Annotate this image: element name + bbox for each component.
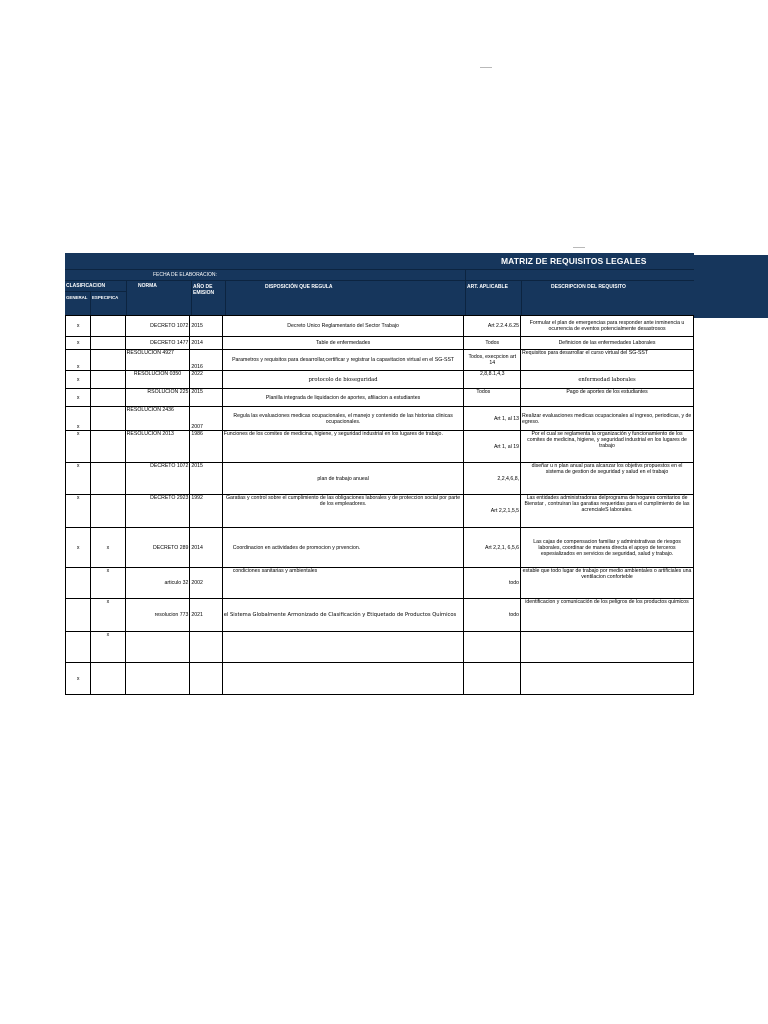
cell-descripcion: Pago de aportes de los estudiantes — [521, 389, 694, 407]
cell-disposicion: Regula las evaluaciones medicas ocupacionales, el manejo y contenido de las historias clinicas ocupacionales. — [222, 407, 464, 431]
cell-especifica: x — [91, 528, 125, 568]
table-row — [66, 568, 694, 599]
table-row — [66, 431, 694, 463]
cell-norma: DECRETO 1072 — [125, 463, 190, 495]
cell-general: x — [66, 528, 91, 568]
cell-anio: 2015 — [190, 316, 222, 337]
cell-disposicion: Decreto Unico Reglamentario del Sector Trabajo — [222, 316, 464, 337]
table-row — [66, 350, 694, 371]
cell-especifica — [91, 407, 125, 431]
cell-general — [66, 568, 91, 599]
cell-general: x — [66, 350, 91, 371]
cell-descripcion: Definicion de las enfermedades Laborales — [521, 337, 694, 350]
cell-disposicion: Funciones de los comites de medicina, higiene, y seguridad industrial en los lugares de trabajo. — [222, 431, 464, 463]
table-row — [66, 632, 694, 663]
cell-disposicion — [222, 632, 464, 663]
cell-general: x — [66, 663, 91, 695]
cell-disposicion: condiciones sanitarias y ambientales — [222, 568, 464, 599]
cell-anio: 2014 — [190, 528, 222, 568]
table-row — [66, 371, 694, 389]
cell-especifica — [91, 371, 125, 389]
table-row — [66, 389, 694, 407]
divider-mark — [480, 67, 492, 68]
cell-disposicion: Parametros y requisitos para desarrollar,certificar y registrar la capavitacion virtual en el SG-SST — [222, 350, 464, 371]
cell-anio: 2007 — [190, 407, 222, 431]
col-especifica: ESPECIFICA — [92, 295, 119, 300]
cell-especifica — [91, 389, 125, 407]
cell-disposicion: Table de enfermedades — [222, 337, 464, 350]
cell-anio: 2016 — [190, 350, 222, 371]
cell-general: x — [66, 463, 91, 495]
cell-descripcion: identificacion y comunicación de los peligros de los productos quimicos — [521, 599, 694, 632]
cell-descripcion: Por el cual se reglamenta la organización y funcionamiento de los comites de medicina, higiene, y seguridad industrial en los lugares de trabajo — [521, 431, 694, 463]
cell-articulo: Art 2,2,1,5,5 — [464, 495, 521, 528]
cell-articulo: Todos — [464, 337, 521, 350]
cell-norma: RESOLUCION 2436 — [125, 407, 190, 431]
cell-anio — [190, 663, 222, 695]
cell-descripcion: diseñar u n plan anual para alcanzar los objetivs propuestos en el sistema de gestion de seguridad y salud en el trabajo — [521, 463, 694, 495]
cell-descripcion: Las entidades administradoras delprograma de hogares comitarios de Bienstar , contruiran las garatias requeridas para el cumplimiento de las acrencialeS laborales. — [521, 495, 694, 528]
cell-norma: RESOLUCION 4927 — [125, 350, 190, 371]
cell-especifica — [91, 663, 125, 695]
table-row — [66, 407, 694, 431]
column-headers — [65, 281, 694, 315]
cell-especifica: x — [91, 568, 125, 599]
cell-especifica — [91, 431, 125, 463]
cell-disposicion: Coordinacion en actividades de promocion y prvencion. — [222, 528, 464, 568]
cell-especifica — [91, 337, 125, 350]
cell-disposicion: plan de trabajo anueal — [222, 463, 464, 495]
cell-disposicion: Garatias y control sobre el cumplimiento de las obligaciones laborales y de proteccion social por parte de los empleadores. — [222, 495, 464, 528]
table-row — [66, 528, 694, 568]
cell-descripcion: Realizar evaluaciones medicas ocupacionales al ingreso, periodicas, y de egreso. — [521, 407, 694, 431]
cell-norma: RESOLUCION 0350 — [125, 371, 190, 389]
table-row — [66, 663, 694, 695]
matrix-title: MATRIZ DE REQUISITOS LEGALES — [501, 256, 647, 266]
cell-anio: 1992 — [190, 495, 222, 528]
cell-articulo: todo — [464, 599, 521, 632]
cell-general: x — [66, 316, 91, 337]
cell-general — [66, 599, 91, 632]
col-anio: AÑO DE EMISION — [193, 284, 215, 296]
table-row — [66, 463, 694, 495]
cell-descripcion: enfermedad laborales — [521, 371, 694, 389]
cell-norma — [125, 663, 190, 695]
table-row — [66, 599, 694, 632]
cell-articulo — [464, 663, 521, 695]
cell-norma: articulo 32 — [125, 568, 190, 599]
cell-anio: 2015 — [190, 463, 222, 495]
cell-especifica — [91, 463, 125, 495]
cell-descripcion — [521, 632, 694, 663]
col-general: GENERAL — [66, 295, 88, 300]
col-articulo: ART. APLICABLE — [467, 284, 508, 290]
cell-articulo: 2,2,4,6,8, — [464, 463, 521, 495]
cell-descripcion: Requisitos para desarrollar el curso virtual del SG-SST — [521, 350, 694, 371]
cell-articulo: todo — [464, 568, 521, 599]
cell-general: x — [66, 431, 91, 463]
table-row — [66, 495, 694, 528]
cell-general: x — [66, 495, 91, 528]
cell-descripcion — [521, 663, 694, 695]
cell-anio: 2021 — [190, 599, 222, 632]
cell-general — [66, 632, 91, 663]
cell-anio: 2022 — [190, 371, 222, 389]
cell-articulo: Todos — [464, 389, 521, 407]
cell-articulo: Art 1, al 13 — [464, 407, 521, 431]
table-row — [66, 337, 694, 350]
cell-general: x — [66, 371, 91, 389]
legal-requirements-matrix — [65, 253, 694, 695]
cell-disposicion — [222, 663, 464, 695]
cell-descripcion: estable que todo lugar de trabajo por medio ambientales o artificiales una ventilacion conforteble — [521, 568, 694, 599]
cell-disposicion: Planilla integrada de liquidacion de aportes, afiliacion a estudiantes — [222, 389, 464, 407]
cell-norma: DECRETO 2923 — [125, 495, 190, 528]
cell-descripcion: Las cajas de compensacion familiar y administrativas de riesgos laborales, coordinar de manera directa el apoyo de terceros espesializados en servicios de seguridad, salud y trabajo. — [521, 528, 694, 568]
col-clasificacion: CLASIFICACION — [66, 283, 106, 289]
cell-anio: 2002 — [190, 568, 222, 599]
cell-articulo: 2,8,8.1,4,3 — [464, 371, 521, 389]
cell-especifica: x — [91, 599, 125, 632]
col-descripcion: DESCRIPCION DEL REQUISITO — [551, 284, 626, 290]
cell-norma: DECRETO 1072 — [125, 316, 190, 337]
cell-descripcion: Formular el plan de emergencias para responder ante inminencia u ocurrencia de eventos potencialmente desastrosos — [521, 316, 694, 337]
cell-articulo: Art 2.2.4.6.25 — [464, 316, 521, 337]
requirements-table — [65, 315, 694, 695]
col-disposicion: DISPOSICIÓN QUE REGULA — [265, 284, 333, 290]
cell-especifica: x — [91, 632, 125, 663]
cell-anio — [190, 632, 222, 663]
cell-especifica — [91, 495, 125, 528]
col-norma: NORMA — [138, 283, 157, 289]
cell-disposicion: el Sistema Globalmente Armonizado de Clasificación y Etiquetado de Productos Químicos — [222, 599, 464, 632]
cell-anio: 2014 — [190, 337, 222, 350]
cell-general: x — [66, 337, 91, 350]
fecha-elaboracion-label: FECHA DE ELABORACION: — [153, 272, 217, 278]
divider-mark — [573, 247, 585, 248]
cell-anio: 2015 — [190, 389, 222, 407]
cell-norma: resolucion 773 — [125, 599, 190, 632]
cell-especifica — [91, 350, 125, 371]
table-row — [66, 316, 694, 337]
cell-anio: 1986 — [190, 431, 222, 463]
cell-especifica — [91, 316, 125, 337]
cell-articulo — [464, 632, 521, 663]
cell-general: x — [66, 389, 91, 407]
cell-norma: RESOLUCION 2013 — [125, 431, 190, 463]
cell-disposicion: protocolo de bioseguridad — [222, 371, 464, 389]
cell-norma: RSOLUCION 225 — [125, 389, 190, 407]
matrix-header — [65, 253, 694, 315]
cell-articulo: Art 1, al 19 — [464, 431, 521, 463]
cell-norma — [125, 632, 190, 663]
cell-norma: DECRETO 289 — [125, 528, 190, 568]
cell-norma: DECRETO 1477 — [125, 337, 190, 350]
cell-general: x — [66, 407, 91, 431]
cell-articulo: Art 2,2,1, 6,5,6 — [464, 528, 521, 568]
header-band-extension — [694, 255, 768, 318]
cell-articulo: Todos, execpcion art 14 — [464, 350, 521, 371]
